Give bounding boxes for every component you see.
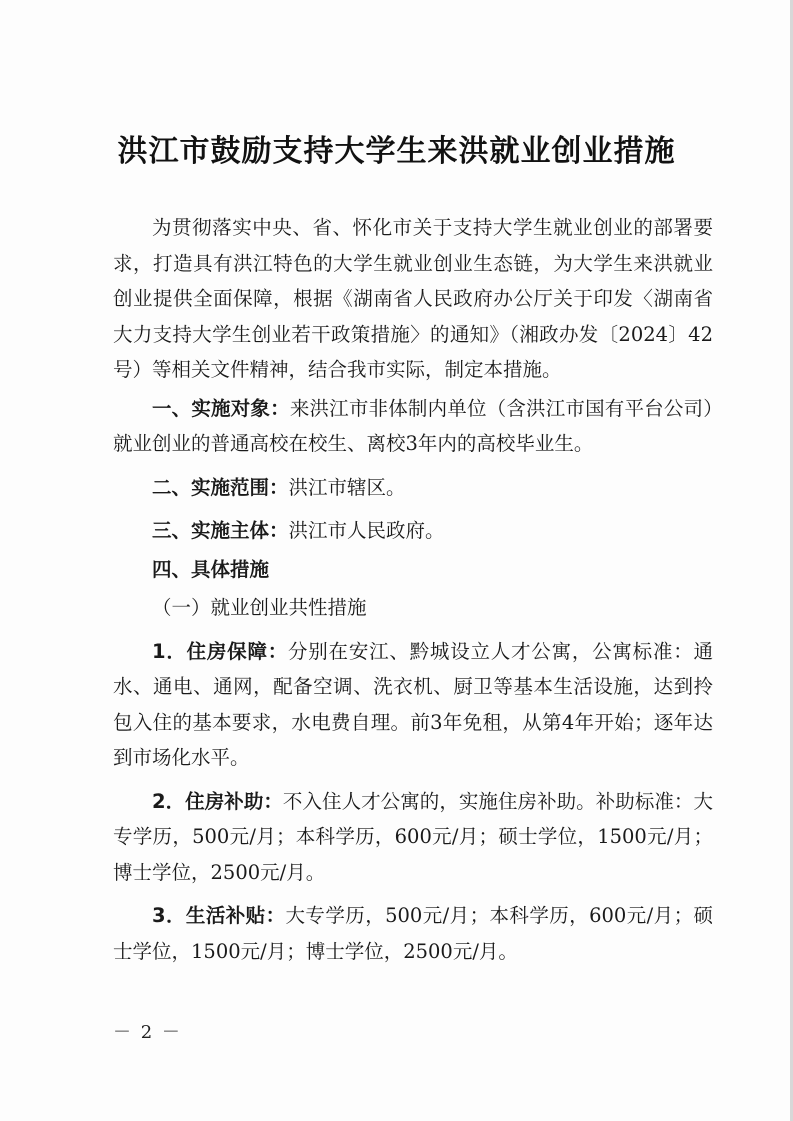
document-body [113, 210, 713, 969]
section-target-paragraph [113, 391, 713, 462]
measure-housing-subsidy-heading: 2．住房补助： [152, 789, 283, 813]
section-scope-text: 洪江市辖区。 [288, 475, 406, 499]
measure-housing-subsidy-text: 不入住人才公寓的，实施住房补助。补助标准：大专学历，500元/月；本科学历，600元/月；硕士学位，1500元/月；博士学位，2500元/月。 [113, 789, 713, 884]
measure-housing-paragraph [113, 634, 713, 776]
section-scope-paragraph [113, 470, 713, 506]
subsection-common-heading: （一）就业创业共性措施 [152, 596, 367, 619]
document-title: 洪江市鼓励支持大学生来洪就业创业措施 [117, 134, 676, 169]
section-scope-heading: 二、实施范围： [152, 475, 289, 499]
measure-living-allowance-text: 大专学历，500元/月；本科学历，600元/月；硕士学位，1500元/月；博士学位，2500元/月。 [113, 904, 713, 963]
measure-housing-heading: 1．住房保障： [152, 639, 288, 663]
measure-housing-text: 分别在安江、黔城设立人才公寓，公寓标准：通水、通电、通网，配备空调、洗衣机、厨卫等基本生活设施，达到拎包入住的基本要求，水电费自理。前3年免租，从第4年开始；逐年达到市场化水平。 [113, 639, 713, 769]
section-target-heading: 一、实施对象： [152, 396, 290, 420]
intro-paragraph: 为贯彻落实中央、省、怀化市关于支持大学生就业创业的部署要求，打造具有洪江特色的大学生就业创业生态链，为大学生来洪就业创业提供全面保障，根据《湖南省人民政府办公厅关于印发〈湖南省大力支持大学生创业若干政策措施〉的通知》（湘政办发〔2024〕42号）等相关文件精神，结合我市实际，制定本措施。 [113, 216, 713, 381]
section-subject-text: 洪江市人民政府。 [288, 519, 445, 542]
section-measures-heading: 四、具体措施 [152, 557, 270, 581]
measure-living-allowance-heading: 3．生活补贴： [152, 904, 286, 927]
measure-living-allowance-paragraph [113, 898, 713, 969]
subsection-common-paragraph [113, 590, 713, 626]
section-measures-paragraph [113, 552, 713, 588]
section-target-text: 来洪江市非体制内单位（含洪江市国有平台公司）就业创业的普通高校在校生、离校3年内的高校毕业生。 [113, 396, 713, 455]
section-subject-paragraph [113, 513, 713, 549]
section-subject-heading: 三、实施主体： [152, 519, 289, 542]
page-number: － 2 － [113, 1022, 182, 1043]
measure-housing-subsidy-paragraph [113, 784, 713, 891]
